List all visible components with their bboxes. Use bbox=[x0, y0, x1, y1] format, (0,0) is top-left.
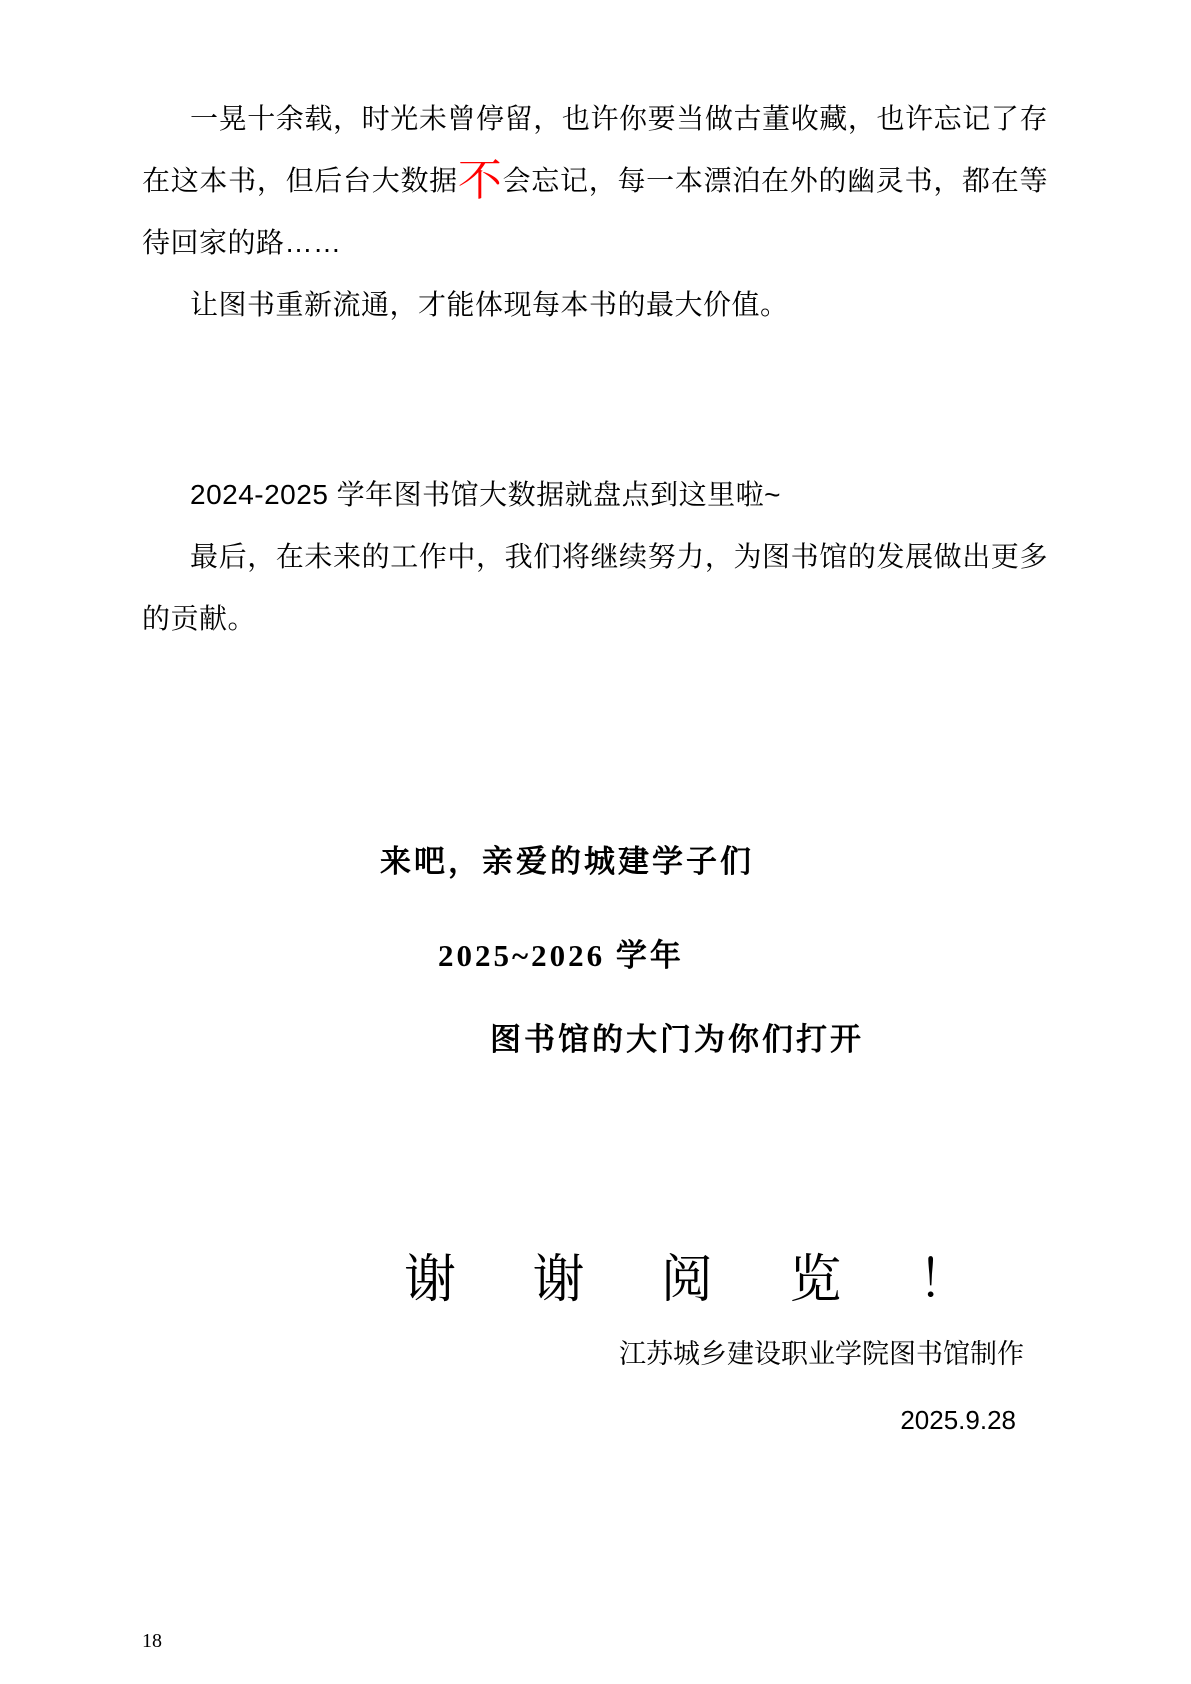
paragraph-text-before-emphasis: 一晃十余载，时光未曾停留，也许你要当做古董收藏，也许忘记了存在这本书，但后台大数据 bbox=[142, 103, 1048, 196]
heading-library-doors-open: 图书馆的大门为你们打开 bbox=[490, 1022, 864, 1057]
heading-welcome-students: 来吧，亲爱的城建学子们 bbox=[380, 844, 754, 879]
closing-thanks-for-reading: 谢 谢 阅 览 ！ bbox=[404, 1251, 984, 1309]
date-line: 2025.9.28 bbox=[900, 1405, 1016, 1435]
credit-line: 江苏城乡建设职业学院图书馆制作 bbox=[619, 1339, 1024, 1369]
body-paragraph-circulation-value: 让图书重新流通，才能体现每本书的最大价值。 bbox=[190, 289, 789, 320]
red-emphasis-character: 不 bbox=[457, 156, 503, 205]
body-paragraph-ghost-books bbox=[142, 88, 1048, 274]
paragraph-text-after-emphasis: 会忘记，每一本漂泊在外的幽灵书，都在等待回家的路…… bbox=[142, 165, 1048, 258]
document-body bbox=[142, 0, 1048, 1448]
body-paragraph-summary: 2024-2025 学年图书馆大数据就盘点到这里啦~ bbox=[190, 479, 782, 510]
body-paragraph-future-work: 最后，在未来的工作中，我们将继续努力，为图书馆的发展做出更多的贡献。 bbox=[142, 541, 1048, 634]
heading-academic-year: 2025~2026 学年 bbox=[438, 938, 684, 973]
page-number: 18 bbox=[142, 1630, 162, 1652]
